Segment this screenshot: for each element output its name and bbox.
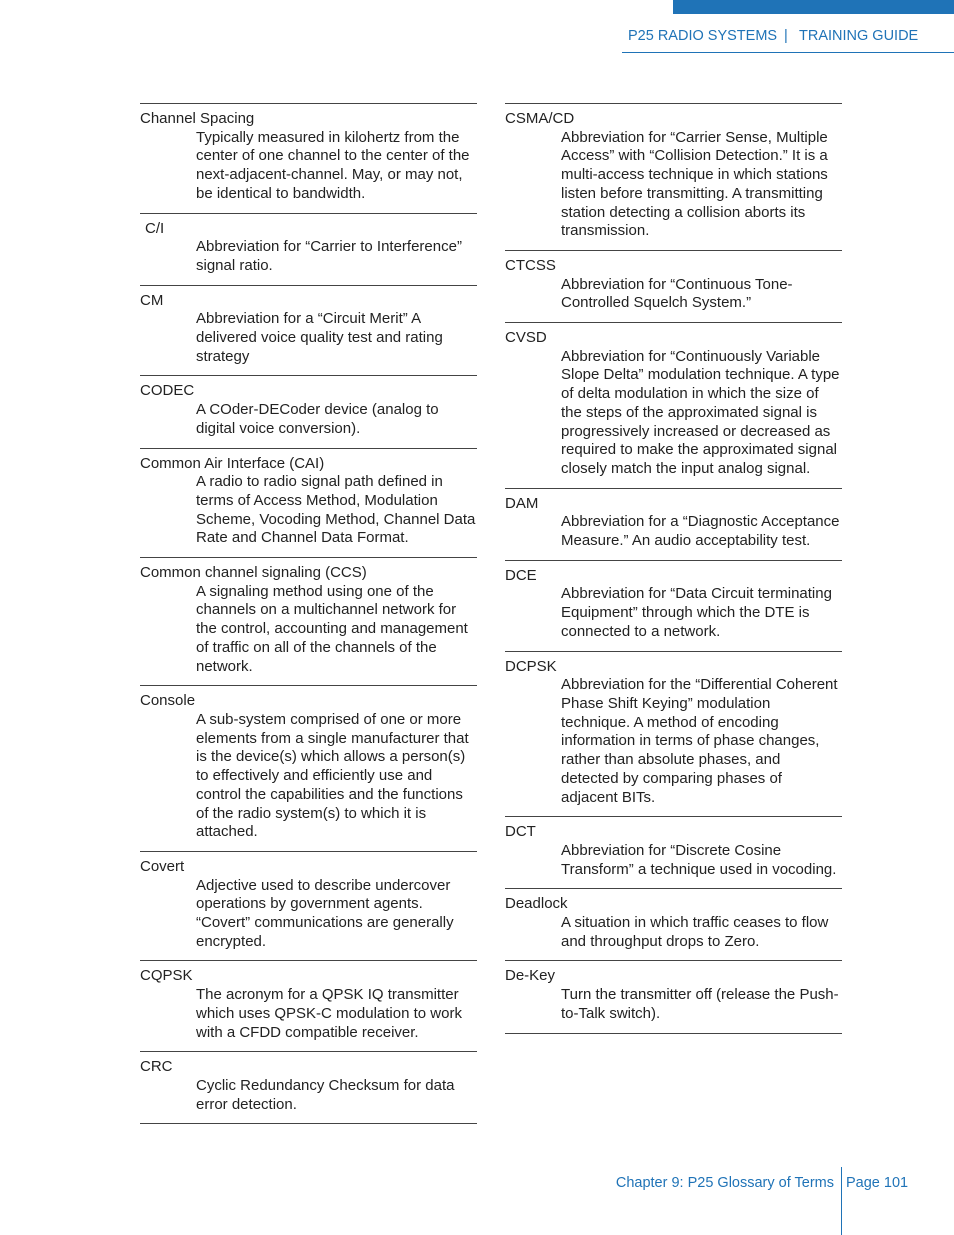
glossary-term: DCE [505,566,537,584]
glossary-definition: Abbreviation for the “Differential Coherent Phase Shift Keying” modulation technique. A method of encoding information in terms of phase changes, rather than absolute phases, and detected by comparing phases of adjacent BITs. [561,676,838,806]
glossary-entry [140,961,477,1052]
glossary-entry [505,561,842,652]
glossary-term: CTCSS [505,256,556,274]
glossary-entry [140,104,477,214]
glossary-definition: A signaling method using one of the channels on a multichannel network for the control, accounting and management of traffic on all of the channels of the network. [196,582,468,675]
glossary-entry [140,376,477,448]
glossary-definition: Abbreviation for “Discrete Cosine Transform” a technique used in vocoding. [561,841,837,878]
glossary-entry [140,286,477,377]
footer-divider [841,1167,842,1235]
glossary-entry [140,558,477,686]
glossary-term: DCT [505,823,536,841]
glossary-entry [505,817,842,889]
glossary-entry [505,652,842,818]
glossary-definition: Typically measured in kilohertz from the center of one channel to the center of the next-adjacent-channel. May, or may not, be identical to bandwidth. [196,128,470,202]
glossary-entry [140,449,477,559]
glossary-term: De-Key [505,967,556,985]
glossary-term: Common channel signaling (CCS) [140,564,367,582]
glossary-definition: A sub-system comprised of one or more elements from a single manufacturer that is the device(s) which allows a person(s) to effectively and efficiently use and control the capabilities and the functions of the radio system(s) to which it is attached. [196,710,469,841]
glossary-term: CRC [140,1058,173,1076]
glossary-term: C/I [145,219,165,237]
glossary-definition: The acronym for a QPSK IQ transmitter which uses QPSK-C modulation to work with a CFDD compatible receiver. [196,986,462,1041]
glossary-term: CVSD [505,329,547,347]
page-header [622,27,954,53]
glossary-entry [140,214,477,286]
glossary-definition: Abbreviation for “Continuous Tone-Controlled Squelch System.” [561,275,793,312]
header-subtitle: TRAINING GUIDE [799,28,919,44]
glossary-entry [505,251,842,323]
glossary-definition: A situation in which traffic ceases to flow and throughput drops to Zero. [561,914,829,950]
glossary-term: Channel Spacing [140,110,255,127]
glossary-entry [140,852,477,962]
glossary-entry [505,889,842,961]
glossary-term: CQPSK [140,967,193,985]
glossary-term: Covert [140,857,185,875]
glossary-definition: Abbreviation for a “Circuit Merit” A delivered voice quality test and rating strategy [196,310,443,365]
glossary-definition: Abbreviation for “Carrier to Interference” signal ratio. [196,238,462,274]
glossary-definition: Turn the transmitter off (release the Push-to-Talk switch). [561,986,839,1022]
glossary-entry [505,961,842,1033]
glossary-definition: A radio to radio signal path defined in terms of Access Method, Modulation Scheme, Vocoding Method, Channel Data Rate and Channel Data Format. [196,473,476,547]
glossary-column-right [505,103,842,1034]
footer-chapter: Chapter 9: P25 Glossary of Terms [615,1175,834,1191]
glossary-definition: Abbreviation for a “Diagnostic Acceptance Measure.” An audio acceptability test. [561,513,840,550]
glossary-definition: Abbreviation for “Data Circuit terminating Equipment” through which the DTE is connected to a network. [561,585,832,640]
glossary-entry [505,489,842,561]
glossary-term: DAM [505,494,539,512]
glossary-term: CSMA/CD [505,110,575,127]
glossary-definition: A COder-DECoder device (analog to digital voice conversion). [196,401,439,437]
glossary-definition: Adjective used to describe undercover operations by government agents. “Covert” communications are generally encrypted. [196,876,454,950]
header-title: P25 RADIO SYSTEMS [628,28,778,44]
glossary-entry [140,686,477,852]
glossary-entry [505,104,842,251]
glossary-definition: Abbreviation for “Carrier Sense, Multiple Access” with “Collision Detection.” It is a multi-access technique in which stations listen before transmitting. A transmitting station detecting a collision aborts its transmission. [561,128,828,240]
glossary-term: DCPSK [505,657,557,675]
glossary-entry [140,1052,477,1124]
glossary-entry [505,323,842,489]
glossary-term: Console [140,692,196,710]
glossary-column-left [140,103,477,1124]
glossary-term: CM [140,291,164,309]
header-accent-bar [673,0,954,14]
glossary-definition: Abbreviation for “Continuously Variable Slope Delta” modulation technique. A type of delta modulation in which the size of the steps of the approximated signal is progressively increased or decreased as required to make the approximated signal closely match the input analog signal. [561,347,840,477]
page-footer [0,1167,954,1235]
footer-page-number: Page 101 [846,1175,909,1191]
glossary-definition: Cyclic Redundancy Checksum for data error detection. [196,1076,455,1113]
header-separator: | [784,28,788,44]
glossary-term: CODEC [140,382,195,400]
glossary-term: Deadlock [505,895,568,913]
glossary-term: Common Air Interface (CAI) [140,454,325,472]
